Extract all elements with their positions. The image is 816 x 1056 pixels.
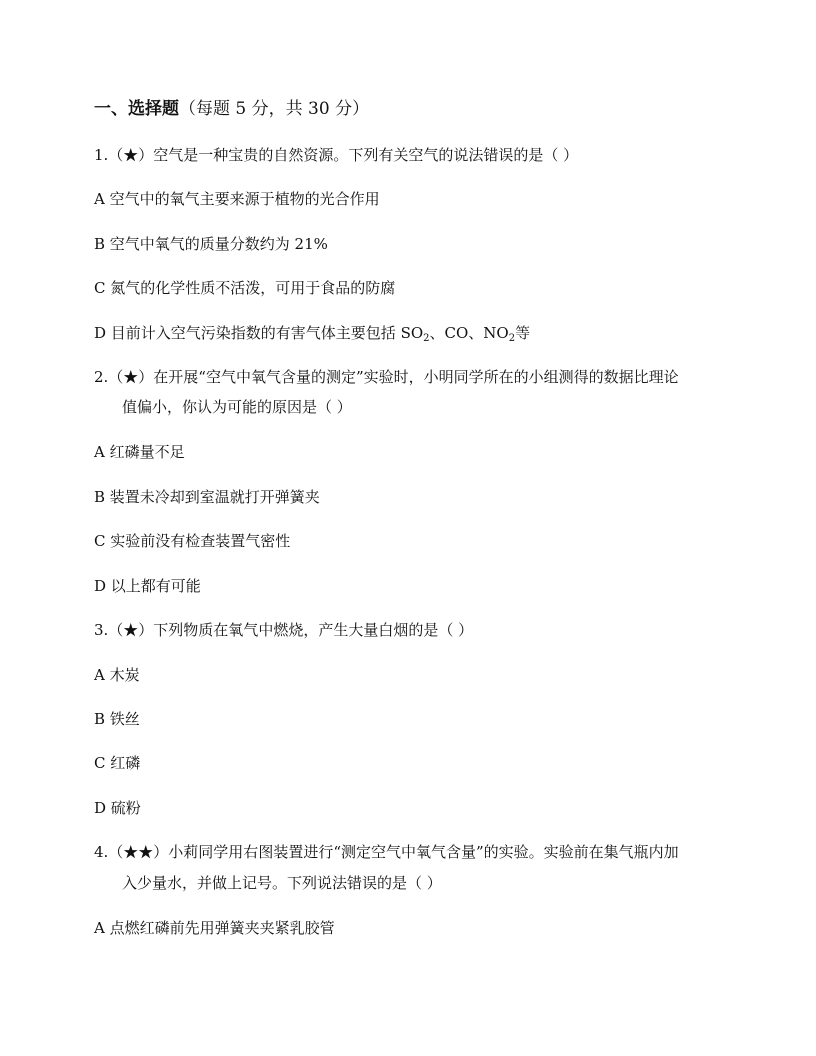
option-d-suffix: 等 — [515, 324, 531, 342]
question-4-option-a: A 点燃红磷前先用弹簧夹夹紧乳胶管 — [94, 919, 335, 937]
question-2-stem-line-2: 值偏小，你认为可能的原因是（ ） — [122, 398, 352, 416]
question-3-option-b: B 铁丝 — [94, 710, 140, 728]
so2-subscript: 2 — [423, 333, 430, 344]
question-2-option-b: B 装置未冷却到室温就打开弹簧夹 — [94, 488, 320, 506]
question-2-option-d: D 以上都有可能 — [94, 577, 201, 595]
section-heading — [94, 94, 369, 119]
question-1-stem: 1.（★）空气是一种宝贵的自然资源。下列有关空气的说法错误的是（ ） — [94, 146, 579, 164]
question-3-option-c: C 红磷 — [94, 754, 141, 772]
question-1-option-b: B 空气中氧气的质量分数约为 21% — [94, 235, 328, 253]
option-d-middle: 、CO、NO — [429, 324, 509, 342]
section-note: （每题 5 分，共 30 分） — [179, 99, 370, 119]
question-3-stem: 3.（★）下列物质在氧气中燃烧，产生大量白烟的是（ ） — [94, 621, 474, 639]
no2-subscript: 2 — [508, 333, 516, 344]
question-2-option-a: A 红磷量不足 — [94, 443, 185, 461]
question-1-option-d — [94, 322, 530, 344]
option-d-prefix: D 目前计入空气污染指数的有害气体主要包括 SO — [94, 324, 424, 342]
question-2-stem-line-1: 2.（★）在开展“空气中氧气含量的测定”实验时，小明同学所在的小组测得的数据比理论 — [94, 368, 679, 386]
question-3-option-d: D 硫粉 — [94, 799, 141, 817]
question-1-option-c: C 氮气的化学性质不活泼，可用于食品的防腐 — [94, 279, 396, 297]
question-4-stem-line-1: 4.（★★）小莉同学用右图装置进行“测定空气中氧气含量”的实验。实验前在集气瓶内加 — [94, 843, 679, 861]
question-2-option-c: C 实验前没有检查装置气密性 — [94, 532, 291, 550]
question-3-option-a: A 木炭 — [94, 666, 140, 684]
section-title: 一、选择题 — [94, 99, 179, 119]
question-1-option-a: A 空气中的氧气主要来源于植物的光合作用 — [94, 190, 380, 208]
question-4-stem-line-2: 入少量水，并做上记号。下列说法错误的是（ ） — [122, 874, 442, 892]
